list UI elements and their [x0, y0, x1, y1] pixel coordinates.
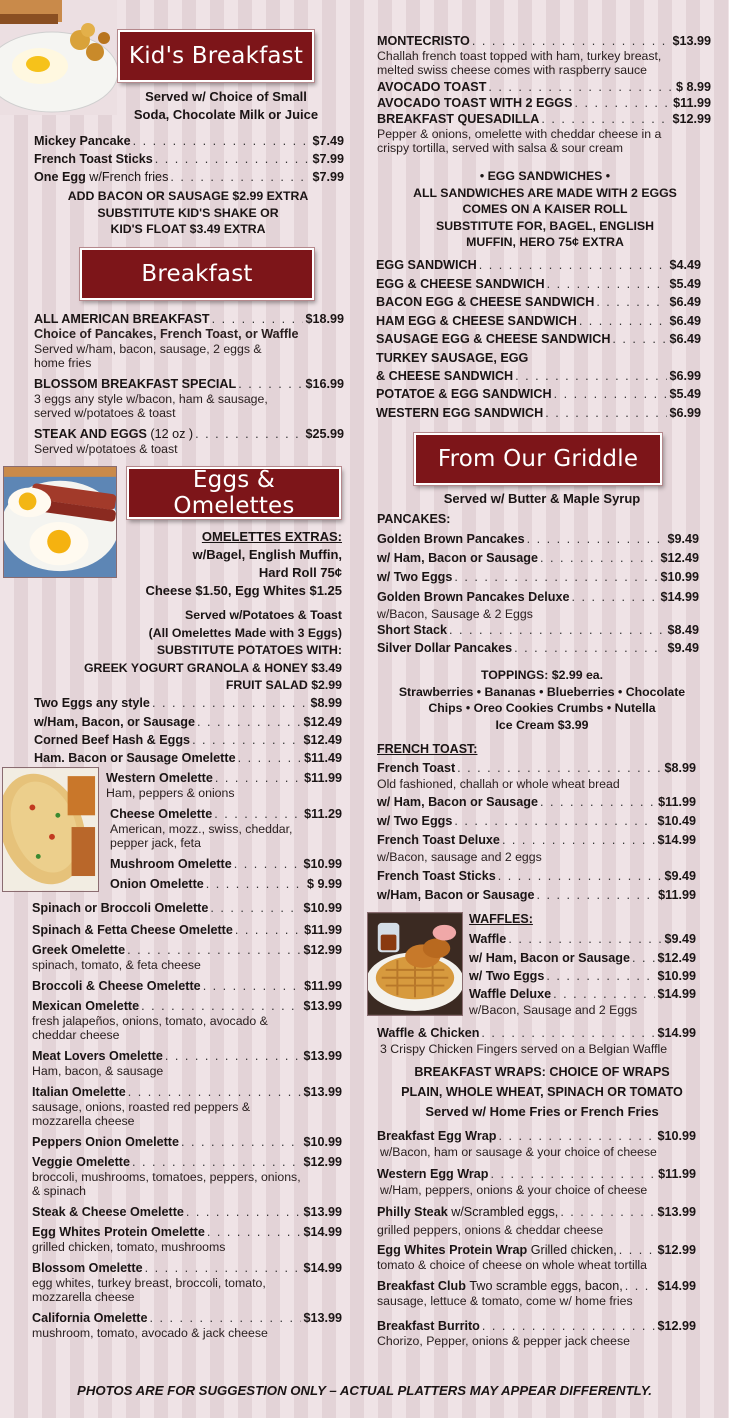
item-name: Western Omelette — [106, 771, 213, 785]
item-name: French Toast Sticks — [34, 152, 153, 166]
menu-item — [469, 949, 696, 968]
menu-item — [377, 79, 711, 95]
menu-item-name-line — [376, 349, 701, 367]
item-price: $11.99 — [304, 771, 342, 785]
menu-item — [376, 293, 701, 312]
item-price: $10.99 — [660, 570, 699, 584]
item-description: sausage, onions, roasted red peppers & — [32, 1100, 251, 1114]
item-price: $10.99 — [657, 1129, 696, 1143]
item-name: w/Ham, Bacon, or Sausage — [34, 714, 195, 729]
menu-item — [377, 111, 711, 127]
item-price: $14.99 — [657, 1026, 696, 1040]
item-price: $9.49 — [667, 532, 699, 546]
item-description: American, mozz., swiss, cheddar, — [110, 822, 293, 836]
item-name: Mushroom Omelette — [110, 857, 232, 871]
item-description: sausage, lettuce & tomato, come w/ home fries — [377, 1294, 633, 1308]
item-name: Waffle & Chicken — [377, 1026, 480, 1040]
menu-item — [34, 169, 344, 185]
menu-item — [469, 986, 696, 1003]
photos-disclaimer: PHOTOS ARE FOR SUGGESTION ONLY – ACTUAL PLATTERS MAY APPEAR DIFFERENTLY. — [77, 1383, 652, 1398]
item-name: EGG & CHEESE SANDWICH — [376, 276, 545, 291]
menu-item — [376, 367, 701, 386]
item-price: $5.49 — [669, 387, 701, 401]
menu-item — [376, 312, 701, 331]
wraps-note-line: PLAIN, WHOLE WHEAT, SPINACH OR TOMATO — [401, 1084, 683, 1099]
item-price: $10.99 — [303, 1135, 342, 1149]
item-description: w/Bacon, Sausage and 2 Eggs — [469, 1002, 638, 1017]
item-description: w/Ham, peppers, onions & your choice of cheese — [380, 1183, 648, 1197]
kids-items — [34, 133, 344, 185]
menu-item — [34, 376, 344, 392]
egg-sandwiches — [376, 256, 701, 422]
item-description: grilled chicken, tomato, mushrooms — [32, 1240, 226, 1254]
menu-item — [377, 639, 699, 658]
item-price: $ 9.99 — [306, 877, 342, 891]
item-name: Italian Omelette — [32, 1085, 126, 1099]
item-description: Served w/potatoes & toast — [34, 442, 178, 456]
item-name: BACON EGG & CHEESE SANDWICH — [376, 295, 595, 309]
menu-item — [106, 856, 342, 872]
item-name: w/ Two Eggs — [377, 814, 453, 828]
item-price: $11.99 — [304, 979, 342, 993]
item-name: w/ Ham, Bacon or Sausage — [377, 550, 538, 565]
item-price: $13.99 — [657, 1205, 696, 1219]
item-name: AVOCADO TOAST WITH 2 EGGS — [377, 96, 573, 110]
item-price: $12.49 — [303, 733, 342, 747]
item-name: French Toast Deluxe — [377, 833, 500, 847]
menu-item — [377, 95, 711, 111]
item-description: egg whites, turkey breast, broccoli, tomato, — [32, 1276, 266, 1290]
item-name: Egg Whites Protein Omelette — [32, 1225, 205, 1239]
egg-items-c — [32, 900, 342, 1340]
item-price: $11.99 — [658, 887, 696, 902]
omelette-photo — [2, 767, 99, 892]
item-name: Cheese Omelette — [110, 807, 213, 821]
item-name: Waffle — [469, 932, 507, 946]
item-description: pepper jack, feta — [110, 836, 201, 850]
item-name: & CHEESE SANDWICH — [376, 368, 514, 383]
item-price: $7.99 — [312, 152, 344, 166]
item-name: Corned Beef Hash & Eggs — [34, 733, 191, 747]
item-price: $11.49 — [304, 750, 342, 765]
item-price: $25.99 — [305, 427, 344, 441]
item-name: California Omelette — [32, 1311, 148, 1325]
menu-item — [377, 1318, 696, 1334]
breakfast-items — [34, 311, 344, 456]
item-name: Onion Omelette — [110, 877, 204, 891]
item-price: $10.99 — [657, 969, 696, 983]
menu-item — [34, 713, 342, 732]
item-name: w/ Ham, Bacon or Sausage — [469, 950, 630, 965]
item-price: $9.49 — [667, 641, 699, 655]
item-name: Two Eggs any style — [34, 696, 150, 710]
item-price: $14.99 — [303, 1225, 342, 1239]
menu-item — [377, 1278, 696, 1294]
egg-items-a — [34, 694, 342, 766]
item-description: tomato & choice of cheese on whole wheat tortilla — [377, 1258, 648, 1272]
item-name: STEAK AND EGGS (12 oz ) — [34, 427, 194, 441]
item-name: MONTECRISTO — [377, 34, 470, 48]
kids-breakfast-banner: Kid's Breakfast — [118, 30, 314, 82]
item-description: crispy tortilla, served with salsa & sour cream — [377, 141, 624, 155]
kids-extra-line: SUBSTITUTE KID'S SHAKE OR — [97, 205, 279, 220]
item-name: Steak & Cheese Omelette — [32, 1205, 184, 1219]
item-description: w/Bacon, sausage and 2 eggs — [377, 850, 542, 864]
sandwich-note-line: SUBSTITUTE FOR, BAGEL, ENGLISH — [436, 218, 654, 233]
item-price: $12.99 — [657, 1319, 696, 1333]
omelette-extra-line: Cheese $1.50, Egg Whites $1.25 — [145, 583, 342, 598]
item-price: $13.99 — [303, 1205, 342, 1219]
pancakes-heading: PANCAKES: — [377, 512, 451, 526]
item-description: Old fashioned, challah or whole wheat bread — [377, 777, 620, 791]
item-name: Breakfast Egg Wrap — [377, 1129, 497, 1143]
item-description: mushroom, tomato, avocado & jack cheese — [32, 1326, 268, 1340]
item-price: $12.49 — [303, 714, 342, 729]
menu-item — [377, 549, 699, 568]
menu-item — [34, 151, 344, 167]
omelette-extras — [0, 528, 342, 600]
item-note: (12 oz ) — [150, 427, 194, 441]
menu-item — [32, 1260, 342, 1276]
menu-item — [377, 33, 711, 49]
wraps-section — [377, 1128, 696, 1348]
waffle-chicken — [377, 1025, 696, 1058]
item-price: $11.99 — [673, 96, 711, 110]
menu-item — [34, 133, 344, 149]
toppings-line: TOPPINGS: $2.99 ea. — [480, 668, 604, 682]
item-price: $10.99 — [303, 901, 342, 915]
omelette-image — [3, 768, 98, 891]
menu-item — [377, 812, 696, 831]
egg-items-b — [106, 770, 342, 892]
item-price: $18.99 — [305, 312, 344, 326]
item-price: $12.99 — [672, 112, 711, 126]
omelette-notes — [0, 607, 342, 695]
item-name: Peppers Onion Omelette — [32, 1135, 179, 1149]
item-name: WESTERN EGG SANDWICH — [376, 405, 544, 420]
item-description: fresh jalapeños, onions, tomato, avocado & — [32, 1014, 268, 1028]
menu-item — [34, 750, 342, 766]
omelette-note-line: FRUIT SALAD $2.99 — [225, 678, 342, 693]
waffles-section — [469, 910, 696, 1017]
item-description: w/Bacon, Sausage & 2 Eggs — [377, 607, 533, 621]
omelette-note-line: SUBSTITUTE POTATOES WITH: — [156, 643, 342, 658]
item-name: w/Ham, Bacon or Sausage — [377, 887, 535, 902]
menu-item — [32, 1204, 342, 1220]
menu-item — [377, 1242, 696, 1258]
menu-item — [34, 426, 344, 442]
menu-item — [377, 622, 699, 639]
menu-item — [34, 694, 342, 713]
griddle-intro: Served w/ Butter & Maple Syrup — [443, 491, 641, 506]
sandwich-note-line: COMES ON A KAISER ROLL — [462, 202, 628, 216]
item-name: SAUSAGE EGG & CHEESE SANDWICH — [376, 332, 611, 346]
menu-item — [377, 1128, 696, 1144]
item-name: Broccoli & Cheese Omelette — [32, 979, 201, 993]
omelette-note-line: GREEK YOGURT GRANOLA & HONEY $3.49 — [83, 660, 342, 675]
menu-item — [377, 567, 699, 588]
item-price: $4.49 — [669, 258, 701, 272]
item-price: $16.99 — [305, 377, 344, 391]
item-name: Spinach & Fetta Cheese Omelette — [32, 923, 233, 937]
item-description: Ham, peppers & onions — [106, 786, 235, 800]
menu-item — [32, 942, 342, 958]
menu-item — [377, 867, 696, 886]
sandwich-note-line: MUFFIN, HERO 75¢ EXTRA — [466, 235, 624, 249]
omelette-note-line: Served w/Potatoes & Toast — [185, 608, 342, 622]
item-name: Ham. Bacon or Sausage Omelette — [34, 750, 236, 765]
item-note: w/Scrambled eggs, — [451, 1205, 559, 1219]
menu-item — [106, 876, 342, 892]
menu-item — [106, 770, 342, 786]
item-description: & spinach — [32, 1184, 87, 1198]
menu-item — [377, 793, 696, 812]
item-description: 3 Crispy Chicken Fingers served on a Belgian Waffle — [380, 1042, 668, 1056]
item-name: ALL AMERICAN BREAKFAST — [34, 312, 210, 326]
item-price: $6.99 — [669, 405, 701, 420]
kids-extras — [10, 188, 366, 238]
sandwich-note-line: ALL SANDWICHES ARE MADE WITH 2 EGGS — [413, 185, 677, 200]
item-name: Mickey Pancake — [34, 134, 131, 148]
specialty-items — [377, 33, 711, 155]
item-price: $12.99 — [303, 943, 342, 957]
item-description: Pepper & onions, omelette with cheddar cheese in a — [377, 127, 662, 141]
waffle-photo — [367, 912, 463, 1016]
item-description: cheddar cheese — [32, 1028, 120, 1042]
item-price: $14.99 — [657, 986, 696, 1001]
french-toast-heading: FRENCH TOAST: — [377, 742, 478, 756]
item-price: $6.49 — [669, 313, 701, 328]
menu-item — [32, 1084, 342, 1100]
item-name: Golden Brown Pancakes — [377, 532, 525, 546]
menu-item — [376, 330, 701, 349]
item-name: w/ Ham, Bacon or Sausage — [377, 795, 538, 809]
wraps-note-line: BREAKFAST WRAPS: CHOICE OF WRAPS — [414, 1065, 670, 1079]
item-description: spinach, tomato, & feta cheese — [32, 958, 201, 972]
item-name: w/ Two Eggs — [469, 969, 545, 983]
item-price: $5.49 — [669, 276, 701, 291]
item-description: Chorizo, Pepper, onions & pepper jack cheese — [377, 1334, 630, 1348]
item-name: Mexican Omelette — [32, 999, 140, 1013]
item-description: w/Bacon, ham or sausage & your choice of cheese — [380, 1145, 657, 1159]
eggs-omelettes-banner: Eggs & Omelettes — [127, 467, 341, 519]
item-price: $8.49 — [667, 623, 699, 637]
item-name: Golden Brown Pancakes Deluxe — [377, 590, 570, 604]
toppings-line: Ice Cream $3.99 — [495, 717, 589, 732]
item-name: Egg Whites Protein Wrap Grilled chicken, — [377, 1243, 617, 1257]
item-name: Philly Steak w/Scrambled eggs, — [377, 1205, 559, 1219]
item-description: Challah french toast topped with ham, turkey breast, — [377, 49, 662, 63]
menu-item — [32, 998, 342, 1014]
menu-item — [34, 311, 344, 327]
item-price: $12.49 — [660, 550, 699, 565]
item-name: HAM EGG & CHEESE SANDWICH — [376, 313, 577, 328]
item-price: $12.49 — [657, 950, 696, 965]
item-name: Waffle Deluxe — [469, 986, 552, 1001]
item-price: $13.99 — [672, 34, 711, 48]
item-description: Served w/ham, bacon, sausage, 2 eggs & — [34, 342, 262, 356]
item-description: home fries — [34, 356, 92, 370]
item-description: 3 eggs any style w/bacon, ham & sausage, — [34, 392, 268, 406]
item-description: mozzarella cheese — [32, 1290, 135, 1304]
item-name: French Toast Sticks — [377, 869, 496, 883]
menu-item — [376, 385, 701, 404]
item-name: Greek Omelette — [32, 943, 126, 957]
item-name: Meat Lovers Omelette — [32, 1049, 163, 1063]
item-description: mozzarella cheese — [32, 1114, 135, 1128]
menu-item — [32, 978, 342, 994]
menu-item — [32, 1048, 342, 1064]
menu-item — [469, 967, 696, 986]
menu-item — [377, 1025, 696, 1041]
item-name: EGG SANDWICH — [376, 258, 477, 272]
item-name: One Egg w/French fries — [34, 170, 169, 184]
item-name: POTATOE & EGG SANDWICH — [376, 387, 552, 401]
item-price: $14.99 — [657, 833, 696, 847]
item-name: AVOCADO TOAST — [377, 80, 487, 94]
item-name: French Toast — [377, 761, 456, 775]
item-price: $11.99 — [304, 923, 342, 937]
kids-intro-line: Soda, Chocolate Milk or Juice — [133, 106, 319, 122]
waffles-heading: WAFFLES: — [469, 912, 533, 926]
item-description: grilled peppers, onions & cheddar cheese — [377, 1223, 604, 1237]
menu-item — [376, 275, 701, 294]
item-price: $6.49 — [669, 332, 701, 346]
from-our-griddle-banner: From Our Griddle — [414, 433, 662, 485]
waffle-image — [368, 913, 462, 1015]
item-name: Blossom Omelette — [32, 1261, 143, 1275]
kids-extra-line: ADD BACON OR SAUSAGE $2.99 EXTRA — [67, 189, 309, 203]
menu-item — [376, 256, 701, 275]
item-price: $14.99 — [657, 1279, 696, 1293]
menu-item — [469, 930, 696, 949]
wraps-notes — [364, 1063, 720, 1122]
item-price: $12.99 — [657, 1243, 696, 1257]
toppings-line: Strawberries • Bananas • Blueberries • Chocolate — [398, 684, 686, 699]
item-price: $11.99 — [658, 1167, 696, 1181]
toppings-line: Chips • Oreo Cookies Crumbs • Nutella — [428, 701, 656, 715]
item-note: Two scramble eggs, bacon, — [469, 1279, 623, 1293]
kids-extra-line: KID'S FLOAT $3.49 EXTRA — [110, 222, 266, 236]
item-price: $7.49 — [312, 134, 344, 148]
item-description: broccoli, mushrooms, tomatoes, peppers, onions, — [32, 1170, 301, 1184]
item-note: Grilled chicken, — [530, 1243, 617, 1257]
pancakes-section — [377, 510, 699, 658]
menu-item — [32, 1134, 342, 1150]
egg-sandwich-notes — [364, 168, 726, 251]
menu-item — [377, 530, 699, 549]
item-name: BREAKFAST QUESADILLA — [377, 112, 540, 126]
item-name: Silver Dollar Pancakes — [377, 641, 513, 655]
menu-item — [376, 404, 701, 423]
item-name: Western Egg Wrap — [377, 1167, 489, 1181]
item-price: $10.49 — [657, 814, 696, 828]
item-description: melted swiss cheese comes with raspberry sauce — [377, 63, 647, 77]
item-price: $ 8.99 — [675, 80, 711, 94]
menu-item — [377, 1204, 696, 1220]
breakfast-banner: Breakfast — [80, 248, 314, 300]
omelette-extra-line: w/Bagel, English Muffin, — [192, 547, 342, 562]
sandwich-note-line: • EGG SANDWICHES • — [479, 169, 611, 183]
item-price: $6.49 — [669, 295, 701, 309]
item-note: w/French fries — [89, 170, 169, 184]
item-price: $7.99 — [312, 170, 344, 184]
omelette-note-line: (All Omelettes Made with 3 Eggs) — [148, 625, 342, 640]
item-price: $14.99 — [303, 1261, 342, 1275]
item-name: Short Stack — [377, 623, 447, 637]
french-toast-section — [377, 740, 696, 904]
menu-item — [377, 831, 696, 849]
item-price: $10.99 — [303, 857, 342, 871]
kids-intro — [0, 88, 356, 123]
item-description: served w/potatoes & toast — [34, 406, 176, 420]
item-name: Breakfast Burrito — [377, 1319, 480, 1333]
item-price: $11.29 — [304, 807, 342, 821]
menu-item — [377, 588, 699, 606]
item-name: Spinach or Broccoli Omelette — [32, 901, 209, 915]
item-price: $13.99 — [303, 1049, 342, 1063]
item-description: Ham, bacon, & sausage — [32, 1064, 164, 1078]
wraps-note-line: Served w/ Home Fries or French Fries — [425, 1104, 659, 1119]
menu-item — [32, 922, 342, 938]
item-name: TURKEY SAUSAGE, EGG — [376, 350, 529, 365]
item-price: $13.99 — [303, 1311, 342, 1325]
item-description: Choice of Pancakes, French Toast, or Waffle — [34, 327, 299, 341]
menu-item — [34, 731, 342, 750]
item-name: Breakfast Club Two scramble eggs, bacon, — [377, 1279, 623, 1293]
menu-item — [377, 1166, 696, 1182]
item-price: $8.99 — [310, 696, 342, 710]
item-price: $12.99 — [303, 1155, 342, 1169]
item-price: $11.99 — [658, 795, 696, 809]
menu-item — [377, 760, 696, 776]
toppings — [364, 667, 720, 733]
menu-item — [32, 900, 342, 916]
item-price: $14.99 — [660, 590, 699, 604]
menu-item — [32, 1310, 342, 1326]
menu-item — [377, 886, 696, 905]
item-name: w/ Two Eggs — [377, 570, 453, 584]
item-price: $13.99 — [303, 1085, 342, 1099]
item-price: $8.99 — [664, 761, 696, 775]
item-price: $6.99 — [669, 368, 701, 383]
item-price: $9.49 — [664, 932, 696, 946]
omelette-extras-title: OMELETTES EXTRAS: — [201, 529, 342, 544]
menu-item — [32, 1154, 342, 1170]
item-price: $13.99 — [303, 999, 342, 1013]
omelette-extra-line: Hard Roll 75¢ — [258, 565, 342, 580]
item-name: Veggie Omelette — [32, 1155, 130, 1169]
menu-item — [106, 806, 342, 822]
kids-intro-line: Served w/ Choice of Small — [145, 89, 307, 104]
item-price: $9.49 — [664, 869, 696, 883]
item-name: BLOSSOM BREAKFAST SPECIAL — [34, 377, 237, 391]
menu-item — [32, 1224, 342, 1240]
